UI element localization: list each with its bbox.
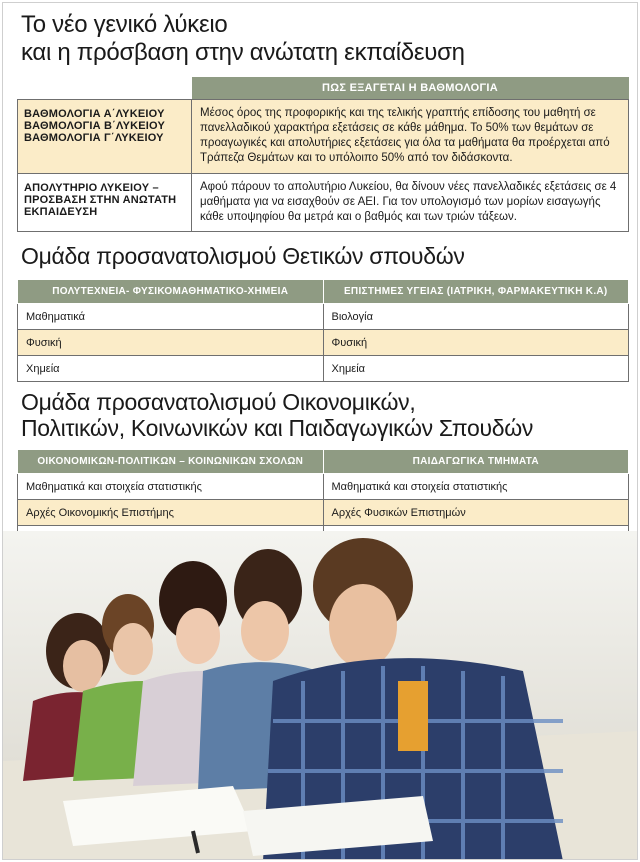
table-cell: Χημεία [323, 356, 629, 382]
table-cell: Μαθηματικά και στοιχεία στατιστικής [18, 474, 324, 500]
column-header: ΕΠΙΣΤΗΜΕΣ ΥΓΕΙΑΣ (ΙΑΤΡΙΚΗ, ΦΑΡΜΑΚΕΥΤΙΚΗ Κ.Α) [323, 280, 629, 304]
grading-row-text: Αφού πάρουν το απολυτήριο Λυκείου, θα δίνουν νέες πανελλαδικές εξετάσεις σε 4 μαθήματα για να εισαχθούν σε ΑΕΙ. Για τον υπολογισμό των μορίων εισαγωγής κάθε υποψηφίου θα μετρά και ο βαθμός και των τριών τάξεων. [192, 173, 629, 231]
column-header: ΠΑΙΔΑΓΩΓΙΚΑ ΤΜΗΜΑΤΑ [323, 450, 629, 474]
grading-row-label [18, 173, 192, 231]
grading-row-label [18, 99, 192, 173]
column-header: ΟΙΚΟΝΟΜΙΚΩΝ-ΠΟΛΙΤΙΚΩΝ – ΚΟΙΝΩΝΙΚΩΝ ΣΧΟΛΩΝ [18, 450, 324, 474]
grading-row [18, 173, 629, 231]
table-cell: Αρχές Φυσικών Επιστημών [323, 500, 629, 526]
table-cell: Μαθηματικά και στοιχεία στατιστικής [323, 474, 629, 500]
table-row [18, 356, 629, 382]
label-line: ΕΚΠΑΙΔΕΥΣΗ [24, 205, 98, 218]
column-header: ΠΟΛΥΤΕΧΝΕΙΑ- ΦΥΣΙΚΟΜΑΘΗΜΑΤΙΚΟ-ΧΗΜΕΙΑ [18, 280, 324, 304]
page-title [21, 11, 465, 67]
label-line: ΠΡΟΣΒΑΣΗ ΣΤΗΝ ΑΝΩΤΑΤΗ [24, 193, 177, 206]
section-heading-line: Ομάδα προσανατολισμού Οικονομικών, [21, 389, 416, 415]
table-cell: Μαθηματικά [18, 304, 324, 330]
section-heading-sciences: Ομάδα προσανατολισμού Θετικών σπουδών [21, 243, 465, 269]
section-heading-economics [21, 389, 533, 441]
table-row [18, 304, 629, 330]
title-line-2: και η πρόσβαση στην ανώτατη εκπαίδευση [21, 39, 465, 66]
grading-header: ΠΩΣ ΕΞΑΓΕΤΑΙ Η ΒΑΘΜΟΛΟΓΙΑ [192, 77, 629, 99]
table-cell: Φυσική [18, 330, 324, 356]
table-cell: Αρχές Οικονομικής Επιστήμης [18, 500, 324, 526]
sciences-table [17, 279, 629, 382]
table-cell: Φυσική [323, 330, 629, 356]
table-row [18, 474, 629, 500]
grading-header-spacer [18, 77, 192, 99]
label-line: ΒΑΘΜΟΛΟΓΙΑ Β΄ΛΥΚΕΙΟΥ [24, 119, 166, 132]
table-cell: Βιολογία [323, 304, 629, 330]
table-row [18, 330, 629, 356]
section-heading-line: Πολιτικών, Κοινωνικών και Παιδαγωγικών Σπουδών [21, 415, 534, 441]
label-line: ΑΠΟΛΥΤΗΡΙΟ ΛΥΚΕΙΟΥ – [24, 181, 159, 194]
grading-table [17, 77, 629, 232]
students-exam-photo [3, 531, 638, 860]
infographic-frame [2, 2, 638, 860]
title-line-1: Το νέο γενικό λύκειο [21, 11, 228, 38]
grading-row-text: Μέσος όρος της προφορικής και της τελικής γραπτής επίδοσης του μαθητή σε πανελλαδικού χαρακτήρα εξετάσεις σε κάθε μάθημα. Το 50% των θεμάτων σε προαγωγικές και απολυτήριες εξετάσεις για όλα τα μαθήματα θα προέρχεται από Τράπεζα Θεμάτων και το υπόλοιπο 50% από τον διδάσκοντα. [192, 99, 629, 173]
table-row [18, 500, 629, 526]
label-line: ΒΑΘΜΟΛΟΓΙΑ Γ΄ΛΥΚΕΙΟΥ [24, 131, 164, 144]
table-cell: Χημεία [18, 356, 324, 382]
grading-row [18, 99, 629, 173]
label-line: ΒΑΘΜΟΛΟΓΙΑ Α΄ΛΥΚΕΙΟΥ [24, 107, 165, 120]
